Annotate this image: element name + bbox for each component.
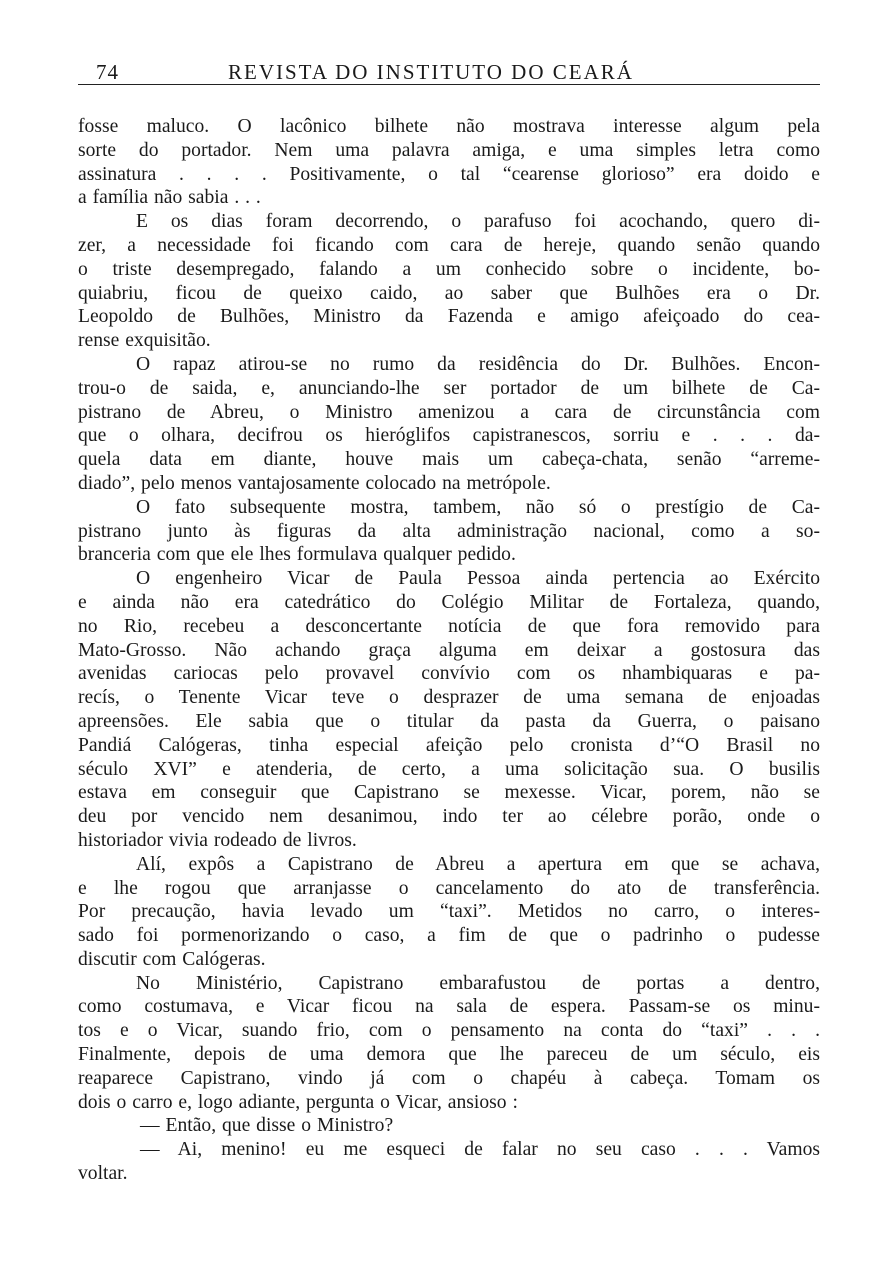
text-line: zer, a necessidade foi ficando com cara de hereje, quando senão quando [78,234,820,256]
text-line: sado foi pormenorizando o caso, a fim de que o padrinho o pudesse [78,925,820,947]
text-line: reaparece Capistrano, vindo já com o chapéu à cabeça. Tomam os [78,1067,820,1089]
text-line: e lhe rogou que arranjasse o cancelamento do ato de transferência. [78,877,820,899]
text-line: no Rio, recebeu a desconcertante notícia de que fora removido para [78,615,820,637]
text-line: E os dias foram decorrendo, o parafuso foi acochando, quero di- [136,211,820,233]
text-line: Alí, expôs a Capistrano de Abreu a apertura em que se achava, [136,853,820,875]
text-line: e ainda não era catedrático do Colégio Militar de Fortaleza, quando, [78,591,820,613]
text-line: deu por vencido nem desanimou, indo ter ao célebre porão, onde o [78,806,820,828]
text-line: Finalmente, depois de uma demora que lhe pareceu de um século, eis [78,1044,820,1066]
text-line: recís, o Tenente Vicar teve o desprazer de uma semana de enjoadas [78,687,820,709]
text-line: Mato-Grosso. Não achando graça alguma em deixar a gostosura das [78,639,820,661]
text-line: pistrano junto às figuras da alta administração nacional, como a so- [78,520,820,542]
running-head: REVISTA DO INSTITUTO DO CEARÁ [228,60,634,84]
dialogue-line: — Ai, menino! eu me esqueci de falar no seu caso . . . Vamos [140,1139,820,1161]
text-line: fosse maluco. O lacônico bilhete não mostrava interesse algum pela [78,116,820,137]
text-line: trou-o de saida, e, anunciando-lhe ser portador de um bilhete de Ca- [78,377,820,399]
text-line: assinatura . . . . Positivamente, o tal “cearense glorioso” era doido e [78,163,820,185]
text-line: O rapaz atirou-se no rumo da residência do Dr. Bulhões. Encon- [136,353,820,375]
text-line: sorte do portador. Nem uma palavra amiga, e uma simples letra como [78,139,820,161]
dialogue-line: — Então, que disse o Ministro? [140,1115,394,1137]
book-page [78,52,820,1186]
text-line: apreensões. Ele sabia que o titular da pasta da Guerra, o paisano [78,710,820,732]
text-line: pistrano de Abreu, o Ministro amenizou a cara de circunstância com [78,401,820,423]
text-line: No Ministério, Capistrano embarafustou de portas a dentro, [136,972,820,994]
text-line: estava em conseguir que Capistrano se mexesse. Vicar, porem, não se [78,782,820,804]
text-line: discutir com Calógeras. [78,948,266,970]
text-line: a família não sabia . . . [78,187,261,209]
text-line: como costumava, e Vicar ficou na sala de espera. Passam-se os minu- [78,996,820,1018]
page-header [78,52,820,85]
page-number: 74 [96,60,119,84]
text-line: Pandiá Calógeras, tinha especial afeição pelo cronista d’“O Brasil no [78,734,820,756]
text-line: tos e o Vicar, suando frio, com o pensamento na conta do “taxi” . . . [78,1020,820,1042]
text-line: voltar. [78,1163,128,1185]
text-line: o triste desempregado, falando a um conhecido sobre o incidente, bo- [78,258,820,280]
text-line: avenidas cariocas pelo provavel convívio com os nhambiquaras e pa- [78,663,820,685]
text-line: Por precaução, havia levado um “taxi”. Metidos no carro, o interes- [78,901,820,923]
text-line: século XVI” e atenderia, de certo, a uma solicitação sua. O busilis [78,758,820,780]
body-text [78,115,820,1186]
text-line: dois o carro e, logo adiante, pergunta o Vicar, ansioso : [78,1091,518,1113]
text-line: quela data em diante, houve mais um cabeça-chata, senão “arreme- [78,449,820,471]
text-line: historiador vivia rodeado de livros. [78,829,357,851]
text-line: diado”, pelo menos vantajosamente colocado na metrópole. [78,472,551,494]
text-line: O engenheiro Vicar de Paula Pessoa ainda pertencia ao Exército [136,568,820,590]
text-line: quiabriu, ficou de queixo caido, ao saber que Bulhões era o Dr. [78,282,820,304]
text-line: O fato subsequente mostra, tambem, não só o prestígio de Ca- [136,496,820,518]
text-line: rense exquisitão. [78,330,211,352]
text-line: branceria com que ele lhes formulava qualquer pedido. [78,544,516,566]
text-line: que o olhara, decifrou os hieróglifos capistranescos, sorriu e . . . da- [78,425,820,447]
text-line: Leopoldo de Bulhões, Ministro da Fazenda e amigo afeiçoado do cea- [78,306,820,328]
